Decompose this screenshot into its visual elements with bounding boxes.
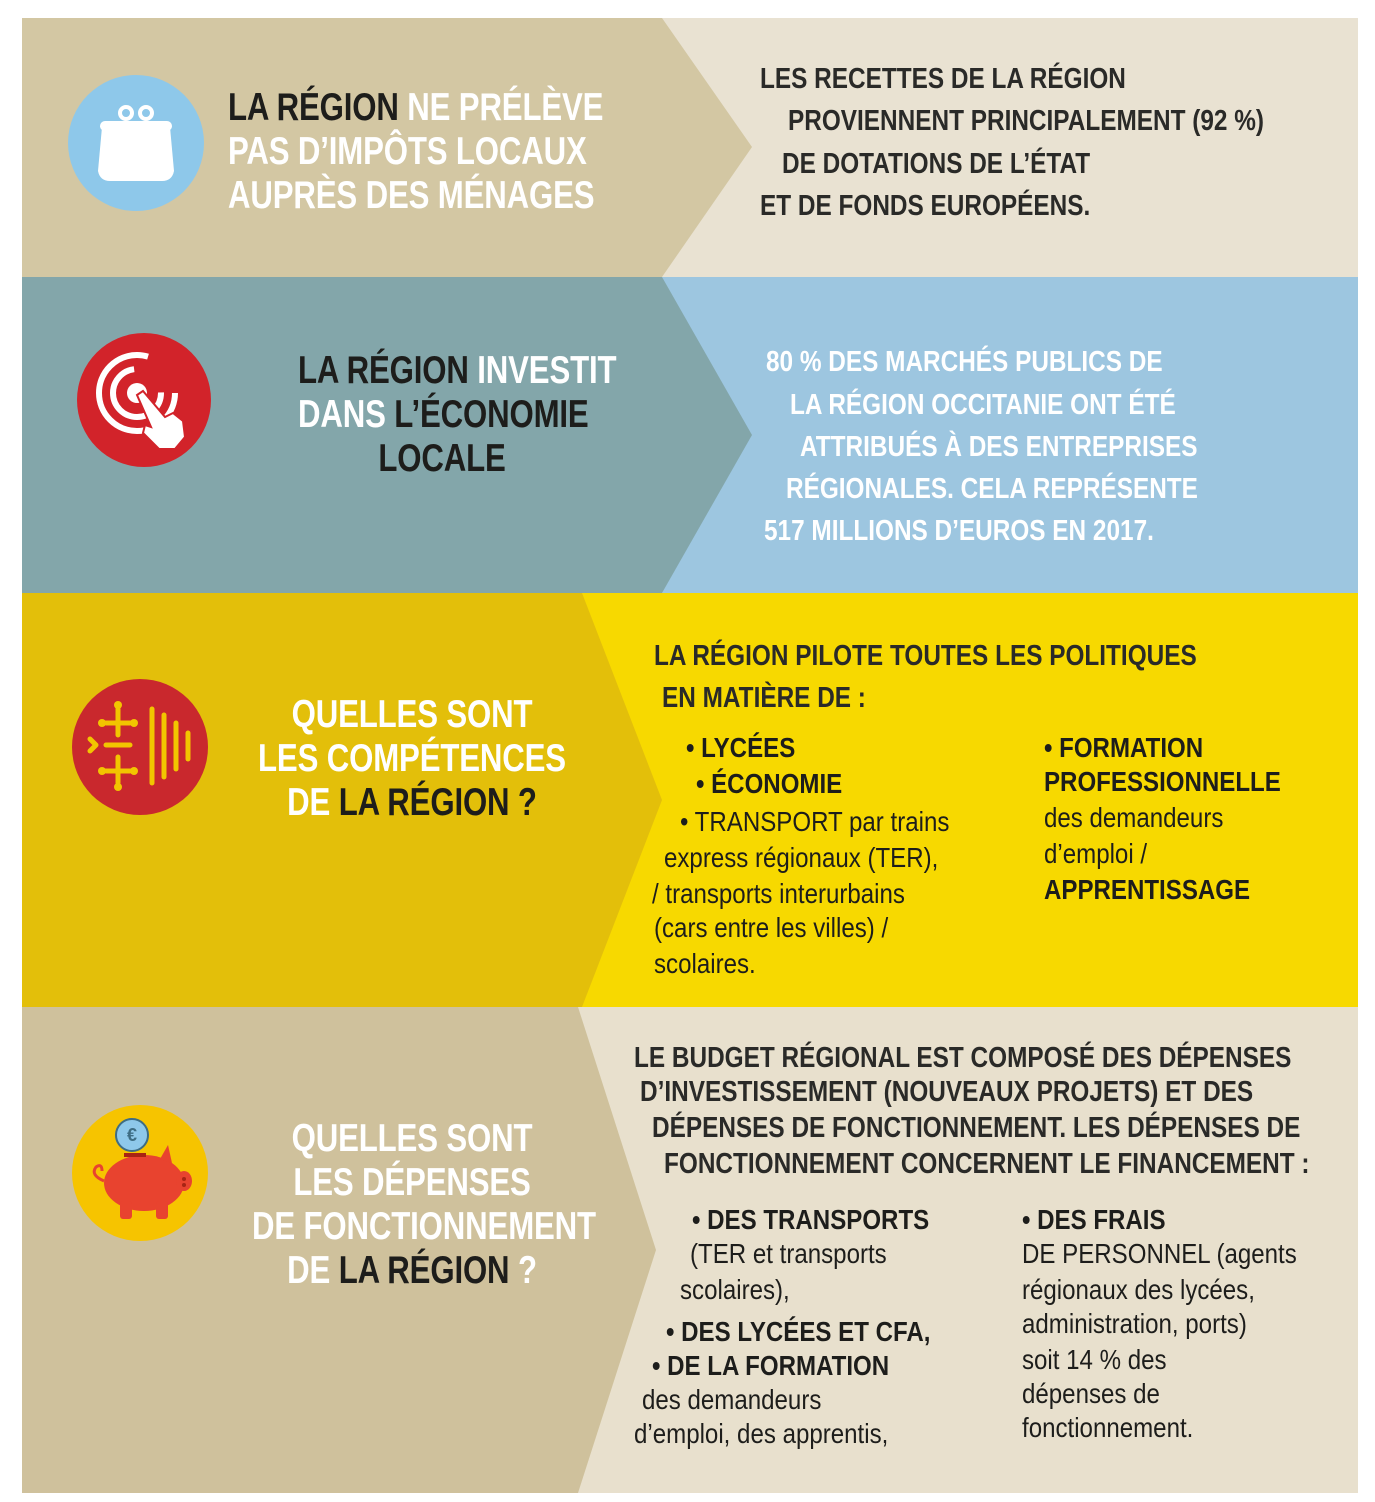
list-item: express régionaux (TER),	[664, 842, 939, 873]
list-item: (cars entre les villes) /	[654, 912, 889, 943]
list-item: • DES LYCÉES ET CFA,	[666, 1316, 931, 1347]
intro-line: D’INVESTISSEMENT (NOUVEAUX PROJETS) ET DES	[640, 1076, 1254, 1108]
heading-line	[252, 781, 572, 825]
section-investment	[22, 277, 1358, 593]
list-item: fonctionnement.	[1022, 1412, 1194, 1443]
list-item: DE PERSONNEL (agents	[1022, 1238, 1297, 1269]
heading-line	[228, 86, 604, 130]
list-item: APPRENTISSAGE	[1044, 874, 1251, 905]
list-item: des demandeurs	[1044, 802, 1224, 833]
heading-run: INVESTIT	[468, 349, 617, 392]
heading-run: LES COMPÉTENCES	[258, 737, 566, 780]
heading-line	[252, 1205, 596, 1249]
list-item: / transports interurbains	[652, 878, 905, 909]
heading-run: LA RÉGION ?	[338, 781, 537, 824]
section-revenue	[22, 18, 1358, 277]
heading-run: LA RÉGION	[338, 1249, 510, 1292]
text-line: RÉGIONALES. CELA REPRÉSENTE	[786, 473, 1198, 505]
heading-run: LOCALE	[378, 437, 506, 480]
heading-run: DE	[287, 1249, 339, 1292]
piggy-bank-euro-icon	[72, 1105, 208, 1241]
list-item: d’emploi /	[1044, 838, 1148, 869]
heading-lines	[228, 86, 604, 218]
list-item: d’emploi, des apprentis,	[634, 1418, 889, 1449]
target-click-icon	[77, 333, 211, 467]
intro-line: FONCTIONNEMENT CONCERNENT LE FINANCEMENT :	[664, 1148, 1310, 1180]
section-operating-expenses	[22, 1007, 1358, 1493]
section-competences	[22, 593, 1358, 1007]
heading-line	[252, 1117, 572, 1161]
text-line: ET DE FONDS EUROPÉENS.	[760, 190, 1091, 222]
text-line: ATTRIBUÉS À DES ENTREPRISES	[800, 431, 1198, 463]
list-item: • LYCÉES	[686, 732, 796, 763]
heading-line	[252, 737, 572, 781]
text-line: LA RÉGION OCCITANIE ONT ÉTÉ	[790, 389, 1176, 421]
heading-line	[298, 349, 617, 393]
heading-line	[252, 693, 572, 737]
list-item: scolaires.	[654, 948, 756, 979]
list-item: • DES FRAIS	[1022, 1204, 1166, 1235]
heading-line	[298, 393, 589, 437]
heading-run: QUELLES SONT	[291, 693, 533, 736]
heading-run: PAS D’IMPÔTS LOCAUX	[228, 130, 587, 173]
heading-line	[228, 174, 595, 218]
section-revenue-heading	[228, 86, 604, 218]
list-item: • FORMATION	[1044, 732, 1204, 763]
heading-run: DANS	[298, 393, 395, 436]
list-item: • DES TRANSPORTS	[692, 1204, 930, 1235]
heading-line	[298, 437, 586, 481]
text-line: DE DOTATIONS DE L’ÉTAT	[782, 148, 1091, 180]
section-revenue-background	[22, 18, 1358, 277]
heading-run: AUPRÈS DES MÉNAGES	[228, 174, 595, 217]
list-item: soit 14 % des	[1022, 1344, 1167, 1375]
list-item: des demandeurs	[642, 1384, 822, 1415]
heading-run: LA RÉGION	[298, 349, 469, 392]
section-competences-heading	[252, 693, 572, 825]
heading-run: NE PRÉLÈVE	[398, 86, 604, 129]
coin-symbol: €	[126, 1125, 137, 1145]
heading-run: ?	[509, 1249, 537, 1292]
list-item: dépenses de	[1022, 1378, 1160, 1409]
list-item: administration, ports)	[1022, 1308, 1247, 1339]
list-item: • ÉCONOMIE	[696, 768, 843, 799]
text-line: 80 % DES MARCHÉS PUBLICS DE	[766, 346, 1163, 378]
text-line: LES RECETTES DE LA RÉGION	[760, 63, 1126, 95]
section-investment-heading	[298, 349, 617, 481]
purse-icon	[68, 75, 204, 211]
heading-lines	[252, 1117, 596, 1293]
intro-line: EN MATIÈRE DE :	[662, 682, 866, 714]
list-item: régionaux des lycées,	[1022, 1274, 1255, 1305]
text-line: PROVIENNENT PRINCIPALEMENT (92 %)	[788, 105, 1264, 137]
list-item: PROFESSIONNELLE	[1044, 766, 1281, 797]
section-operating-expenses-heading	[252, 1117, 596, 1293]
intro-line: LE BUDGET RÉGIONAL EST COMPOSÉ DES DÉPENSES	[634, 1042, 1292, 1074]
heading-lines	[252, 693, 572, 825]
heading-run: QUELLES SONT	[291, 1117, 533, 1160]
heading-run: LA RÉGION	[228, 86, 399, 129]
heading-line	[228, 130, 587, 174]
heading-line	[252, 1249, 572, 1293]
intro-line: LA RÉGION PILOTE TOUTES LES POLITIQUES	[654, 640, 1197, 672]
list-item: scolaires),	[680, 1274, 790, 1305]
heading-run: DE FONCTIONNEMENT	[252, 1205, 596, 1248]
text-line: 517 MILLIONS D’EUROS EN 2017.	[764, 515, 1154, 547]
occitan-cross-icon	[72, 679, 208, 815]
list-item: • DE LA FORMATION	[652, 1350, 890, 1381]
heading-lines	[298, 349, 617, 481]
list-item: (TER et transports	[690, 1238, 887, 1269]
heading-line	[252, 1161, 572, 1205]
list-item: • TRANSPORT par trains	[680, 806, 950, 837]
heading-run: DE	[287, 781, 339, 824]
heading-run: LES DÉPENSES	[293, 1161, 531, 1204]
heading-run: L’ÉCONOMIE	[394, 393, 589, 436]
intro-line: DÉPENSES DE FONCTIONNEMENT. LES DÉPENSES DE	[652, 1112, 1301, 1144]
